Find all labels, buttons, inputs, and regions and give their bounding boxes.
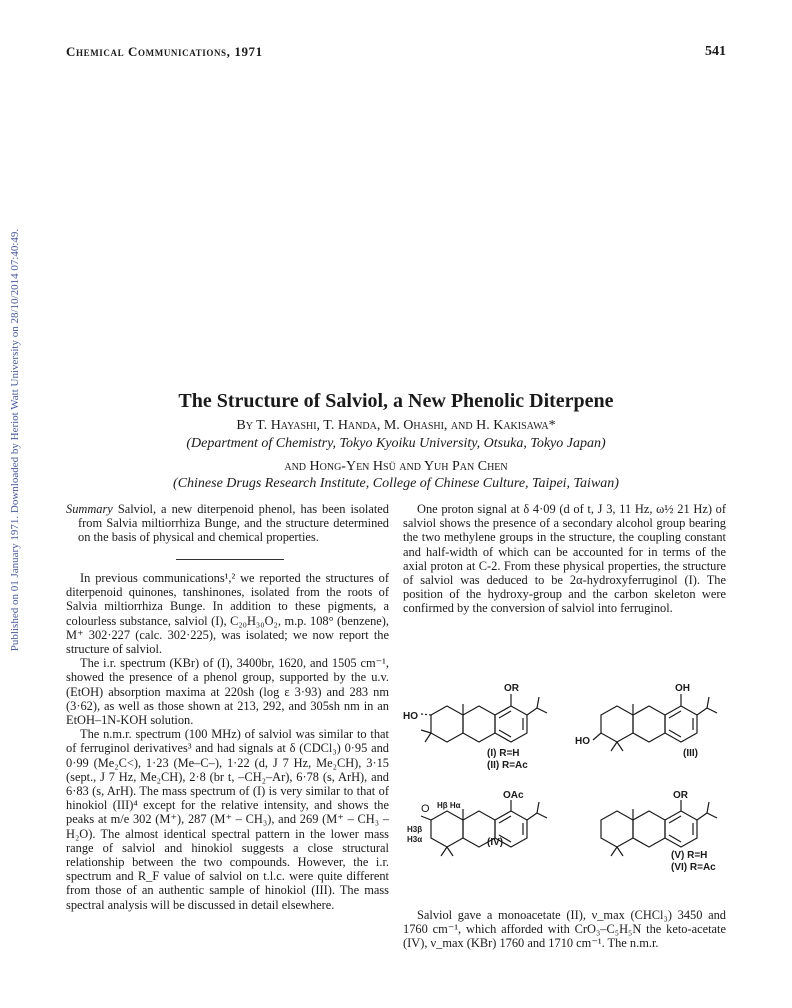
authors-line-2: and Hong-Yen Hsü and Yuh Pan Chen xyxy=(284,459,508,474)
right-column-top xyxy=(403,502,726,616)
affiliation-line-2: (Chinese Drugs Research Institute, College of Chinese Culture, Taipei, Taiwan) xyxy=(173,476,619,491)
s3-label: (IV) xyxy=(487,837,504,848)
s1-hydroxy: HO xyxy=(403,711,418,722)
right-column-bottom xyxy=(403,908,726,951)
s4-substituent: OR xyxy=(673,790,688,801)
left-body xyxy=(66,571,389,912)
body-paragraph: The n.m.r. spectrum (100 MHz) of salviol was similar to that of ferruginol derivatives³ and had signals at δ (CDCl₃) 0·95 and 0·99 (Me₂C<), 1·23 (Me–C–), 1·22 (d, J 7 Hz, Me₂CH), 3·15 (sept., J 7 Hz, Me₂CH), 2·8 (br t, –CH₂–Ar), 6·78 (s, ArH), and 6·83 (s, ArH). The mass spectrum of (I) is very similar to that of hinokiol (III)⁴ except for the relative intensity, and shows the peaks at m/e 302 (M⁺), 287 (M⁺ – CH₃), and 269 (M⁺ – CH₃ – H₂O). The almost identical spectral pattern in the lower mass range of salviol and hinokiol suggests a close structural relationship between the two compounds. However, the i.r. spectrum and R_F value of salviol on t.l.c. were quite different from those of an authentic sample of hinokiol (III). The mass spectral analysis will be discussed in detail elsewhere. xyxy=(66,727,389,912)
s1-label-2: (II) R=Ac xyxy=(487,760,528,771)
s3-h-top: Hβ Hα xyxy=(437,801,461,810)
page-number: 541 xyxy=(705,44,726,59)
s1-substituent: OR xyxy=(504,683,519,694)
s4-label-2: (VI) R=Ac xyxy=(671,862,716,873)
s3-h3b: H3β xyxy=(407,825,423,834)
download-notice-sidebar xyxy=(0,0,30,1008)
structure-I-II xyxy=(421,694,547,742)
s3-h3a: H3α xyxy=(407,835,423,844)
summary-label: Summary xyxy=(66,502,113,516)
summary-divider xyxy=(176,559,284,560)
s2-hydroxy: HO xyxy=(575,736,590,747)
s3-substituent: OAc xyxy=(503,790,524,801)
journal-header: Chemical Communications, 1971 xyxy=(66,44,263,59)
summary-text: Salviol, a new diterpenoid phenol, has been isolated from Salvia miltiorrhiza Bunge, and the structure determined on the basis of physical and chemical properties. xyxy=(78,502,389,545)
chemical-structures-figure xyxy=(403,660,726,880)
body-paragraph: One proton signal at δ 4·09 (d of t, J 3, 11 Hz, ω½ 21 Hz) of salviol shows the presence of a secondary alcohol group bearing the two methylene groups in the structure, the coupling constant and half-width of which can be accounted for in terms of the axial proton at C-2. From these physical properties, the structure of salviol was deduced to be 2α-hydroxyferruginol (I). The position of the hydroxy-group and the carbon skeleton were confirmed by the conversion of salviol into ferruginol. xyxy=(403,502,726,616)
s1-label-1: (I) R=H xyxy=(487,748,520,759)
structure-III xyxy=(593,694,717,751)
article-title: The Structure of Salviol, a New Phenolic Diterpene xyxy=(178,390,614,412)
body-paragraph: In previous communications¹,² we reported the structures of diterpenoid quinones, tanshinones, isolated from the roots of Salvia miltiorrhiza Bunge. In addition to these pigments, a colourless substance, salviol (I), C₂₀H₃₀O₂, m.p. 108° (benzene), M⁺ 302·227 (calc. 302·225), was isolated; we now report the structure of salviol. xyxy=(66,571,389,657)
body-paragraph: The i.r. spectrum (KBr) of (I), 3400br, 1620, and 1505 cm⁻¹, showed the presence of a phenol group, supported by the u.v. (EtOH) absorption maxima at 220sh (log ε 3·93) and 283 nm (3·62), as well as those shown at 213, 292, and 305sh nm in an EtOH–1N-KOH solution. xyxy=(66,656,389,728)
body-paragraph: Salviol gave a monoacetate (II), ν_max (CHCl₃) 3450 and 1760 cm⁻¹, which afforded with CrO₃–C₅H₅N the keto-acetate (IV), ν_max (KBr) 1760 and 1710 cm⁻¹. The n.m.r. xyxy=(403,908,726,951)
authors-line-1: By T. Hayashi, T. Handa, M. Ohashi, and H. Kakisawa* xyxy=(236,418,556,433)
s2-substituent: OH xyxy=(675,683,690,694)
summary-paragraph xyxy=(66,502,389,545)
affiliation-line-1: (Department of Chemistry, Tokyo Kyoiku University, Otsuka, Tokyo Japan) xyxy=(186,436,606,451)
left-column xyxy=(66,502,389,545)
s2-label: (III) xyxy=(683,748,698,759)
s4-label-1: (V) R=H xyxy=(671,850,708,861)
download-notice-text[interactable]: Published on 01 January 1971. Downloaded by Heriot Watt University on 28/10/2014 07:40:49. xyxy=(9,228,21,652)
structure-V-VI xyxy=(601,800,717,856)
s3-ketone-o: O xyxy=(421,803,430,815)
